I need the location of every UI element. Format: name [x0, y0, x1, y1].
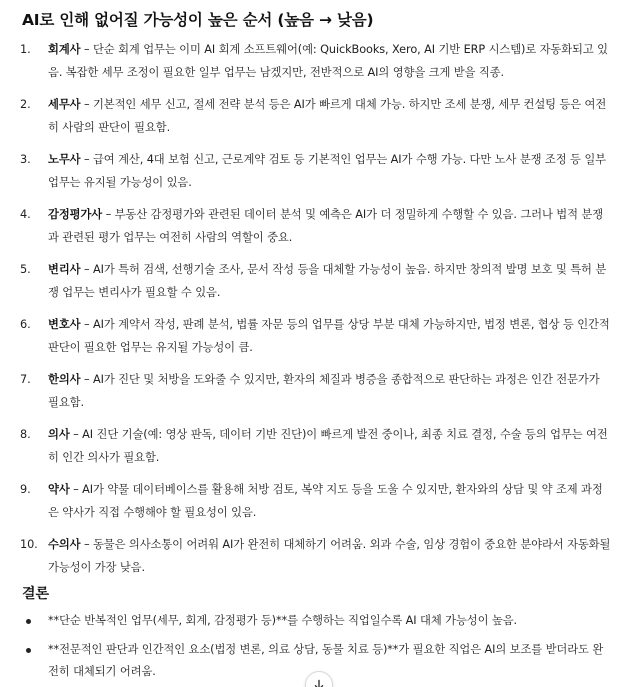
list-item-text: – 단순 회계 업무는 이미 AI 회계 소프트웨어(예: QuickBooks, Xero, AI 기반 ERP 시스템)로 자동화되고 있음. 복잡한 세무 조정이 필요한 일부 업무는 남겠지만, 전반적으로 AI의 영향을 크게 받을 직종.	[48, 43, 608, 79]
arrow-down-icon	[313, 679, 325, 687]
list-item-term: 세무사	[48, 98, 81, 111]
list-item-term: 회계사	[48, 43, 81, 56]
list-item	[0, 369, 627, 414]
ranked-list	[0, 39, 627, 589]
list-item	[0, 479, 627, 524]
list-item-term: 약사	[48, 483, 70, 496]
list-item-number: 8.	[20, 428, 31, 441]
list-item-number: 5.	[20, 263, 31, 276]
list-item	[0, 534, 627, 579]
conclusion-heading: 결론	[22, 586, 50, 602]
bullet-dot-icon	[26, 648, 31, 653]
list-item	[0, 314, 627, 359]
list-item-text: – AI가 계약서 작성, 판례 분석, 법률 자문 등의 업무를 상당 부분 대체 가능하지만, 법정 변론, 협상 등 인간적 판단이 필요한 업무는 유지될 가능성이 큼.	[48, 318, 610, 354]
conclusion-bullet-text: **전문적인 판단과 인간적인 요소(법정 변론, 의료 상담, 동물 치료 등)**가 필요한 직업은 AI의 보조를 받더라도 완전히 대체되기 어려움.	[48, 642, 604, 678]
list-item-text: – 동물은 의사소통이 어려워 AI가 완전히 대체하기 어려움. 외과 수술, 임상 경험이 중요한 분야라서 자동화될 가능성이 가장 낮음.	[48, 538, 611, 574]
list-item-text: – AI가 진단 및 처방을 도와줄 수 있지만, 환자의 체질과 병증을 종합적으로 판단하는 과정은 인간 전문가가 필요함.	[48, 373, 600, 409]
list-item-text: – 부동산 감정평가와 관련된 데이터 분석 및 예측은 AI가 더 정밀하게 수행할 수 있음. 그러나 법적 분쟁과 관련된 평가 업무는 여전히 사람의 역할이 중요.	[48, 208, 604, 244]
list-item-number: 3.	[20, 153, 31, 166]
list-item-text: – 급여 계산, 4대 보험 신고, 근로계약 검토 등 기본적인 업무는 AI가 수행 가능. 다만 노사 분쟁 조정 등 일부 업무는 유지될 가능성이 있음.	[48, 153, 606, 189]
list-item-number: 4.	[20, 208, 31, 221]
list-item-number: 10.	[20, 538, 38, 551]
list-item-number: 1.	[20, 43, 31, 56]
list-item-term: 노무사	[48, 153, 81, 166]
list-item	[0, 424, 627, 469]
list-item-text: – AI가 약물 데이터베이스를 활용해 처방 검토, 복약 지도 등을 도울 수 있지만, 환자와의 상담 및 약 조제 과정은 약사가 직접 수행해야 할 필요성이 있음.	[48, 483, 603, 519]
list-item-text: – AI 진단 기술(예: 영상 판독, 데이터 기반 진단)이 빠르게 발전 중이나, 최종 치료 결정, 수술 등의 업무는 여전히 인간 의사가 필요함.	[48, 428, 608, 464]
list-item-number: 2.	[20, 98, 31, 111]
list-item-text: – 기본적인 세무 신고, 절세 전략 분석 등은 AI가 빠르게 대체 가능. 하지만 조세 분쟁, 세무 컨설팅 등은 여전히 사람의 판단이 필요함.	[48, 98, 607, 134]
conclusion-bullet-text: **단순 반복적인 업무(세무, 회계, 감정평가 등)**를 수행하는 직업일수록 AI 대체 가능성이 높음.	[48, 614, 517, 627]
list-item-number: 6.	[20, 318, 31, 331]
list-item-term: 변리사	[48, 263, 81, 276]
list-item	[0, 39, 627, 84]
list-item	[0, 259, 627, 304]
bullet-dot-icon	[26, 619, 31, 624]
list-item-term: 변호사	[48, 318, 81, 331]
list-item-term: 감정평가사	[48, 208, 103, 221]
list-item-term: 의사	[48, 428, 70, 441]
list-item	[0, 94, 627, 139]
list-item-term: 한의사	[48, 373, 81, 386]
list-item-term: 수의사	[48, 538, 81, 551]
conclusion-bullet	[0, 610, 627, 633]
list-item-text: – AI가 특허 검색, 선행기술 조사, 문서 작성 등을 대체할 가능성이 높음. 하지만 창의적 발명 보호 및 특허 분쟁 업무는 변리사가 필요할 수 있음.	[48, 263, 607, 299]
list-item	[0, 204, 627, 249]
list-item	[0, 149, 627, 194]
list-item-number: 9.	[20, 483, 31, 496]
list-item-number: 7.	[20, 373, 31, 386]
page-title: AI로 인해 없어질 가능성이 높은 순서 (높음 → 낮음)	[22, 11, 374, 29]
